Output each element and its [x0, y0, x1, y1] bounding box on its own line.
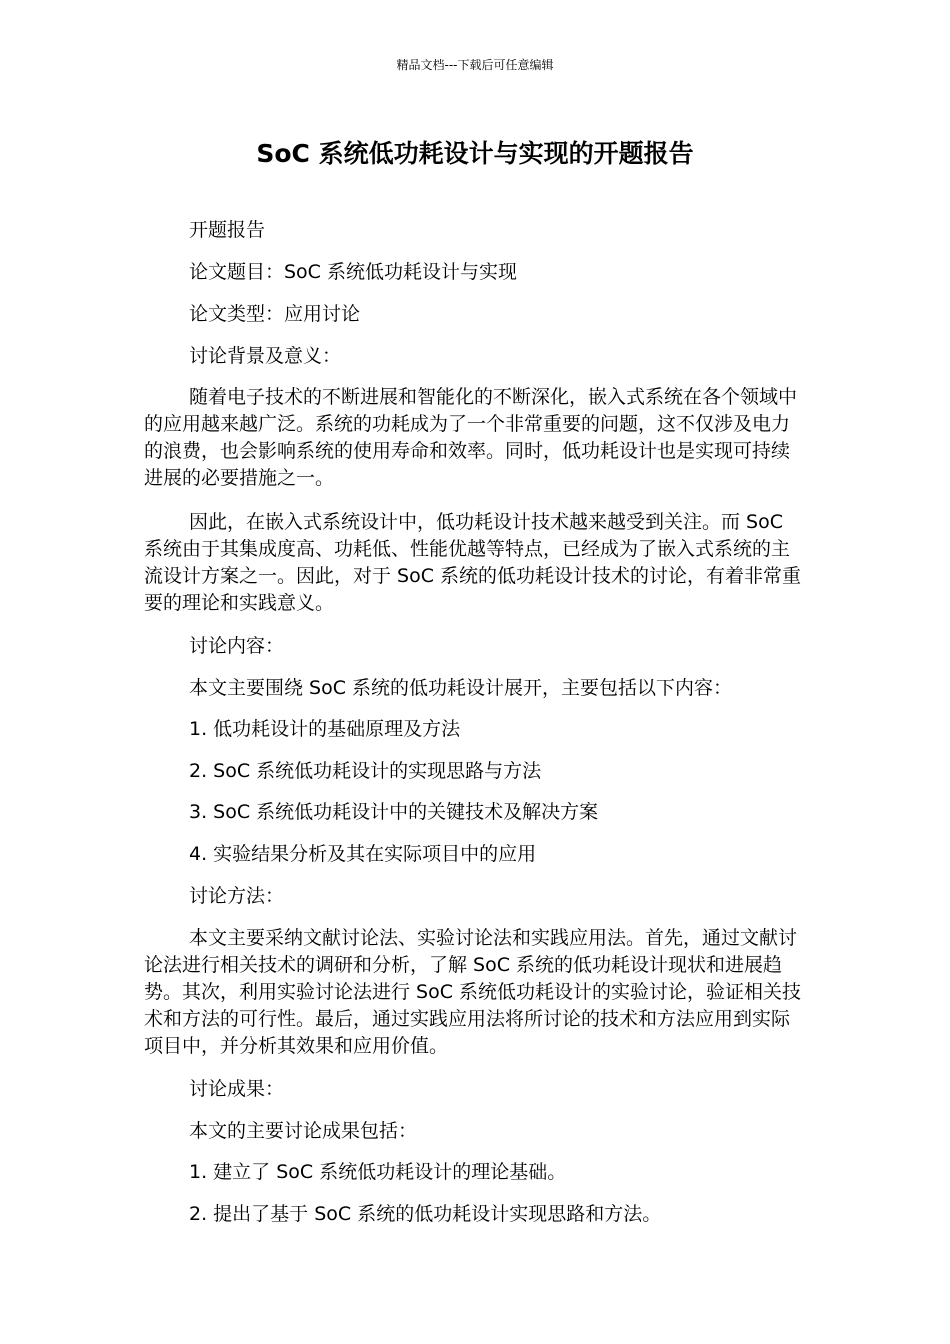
page-header: 精品文档---下载后可任意编辑: [396, 58, 554, 72]
results-item-2: 2. 提出了基于 SoC 系统的低功耗设计实现思路和方法。: [189, 1203, 662, 1225]
paragraph-method: 本文主要采纳文献讨论法、实验讨论法和实践应用法。首先，通过文献讨论法进行相关技术的调研和分析，了解 SoC 系统的低功耗设计现状和进展趋势。其次，利用实验讨论法进行 SoC 系统低功耗设计的实验讨论，验证相关技术和方法的可行性。最后，通过实践应用法将所讨论的技术和方法应用到实际项目中，并分析其效果和应用价值。: [144, 927, 802, 1057]
content-item-2: 2. SoC 系统低功耗设计的实现思路与方法: [189, 760, 542, 782]
heading-method: 讨论方法：: [189, 885, 285, 907]
content-item-4: 4. 实验结果分析及其在实际项目中的应用: [189, 843, 537, 865]
content-intro: 本文主要围绕 SoC 系统的低功耗设计展开，主要包括以下内容：: [189, 677, 733, 699]
paragraph-background-2: 因此，在嵌入式系统设计中，低功耗设计技术越来越受到关注。而 SoC 系统由于其集成度高、功耗低、性能优越等特点，已经成为了嵌入式系统的主流设计方案之一。因此，对于 SoC 系统的低功耗设计技术的讨论，有着非常重要的理论和实践意义。: [144, 511, 802, 614]
content-item-3: 3. SoC 系统低功耗设计中的关键技术及解决方案: [189, 801, 599, 823]
section-label-proposal: 开题报告: [189, 219, 266, 241]
paragraph-background-1: 随着电子技术的不断进展和智能化的不断深化，嵌入式系统在各个领域中的应用越来越广泛。系统的功耗成为了一个非常重要的问题，这不仅涉及电力的浪费，也会影响系统的使用寿命和效率。同时，低功耗设计也是实现可持续进展的必要措施之一。: [144, 386, 798, 489]
content-item-1: 1. 低功耗设计的基础原理及方法: [189, 718, 461, 740]
heading-results: 讨论成果：: [189, 1078, 285, 1100]
heading-background: 讨论背景及意义：: [189, 345, 342, 367]
results-item-1: 1. 建立了 SoC 系统低功耗设计的理论基础。: [189, 1161, 567, 1183]
thesis-type-line: 论文类型：应用讨论: [189, 303, 361, 325]
heading-content: 讨论内容：: [189, 635, 285, 657]
thesis-title-line: 论文题目：SoC 系统低功耗设计与实现: [189, 261, 517, 283]
results-intro: 本文的主要讨论成果包括：: [189, 1120, 418, 1142]
document-title: SoC 系统低功耗设计与实现的开题报告: [256, 139, 694, 168]
